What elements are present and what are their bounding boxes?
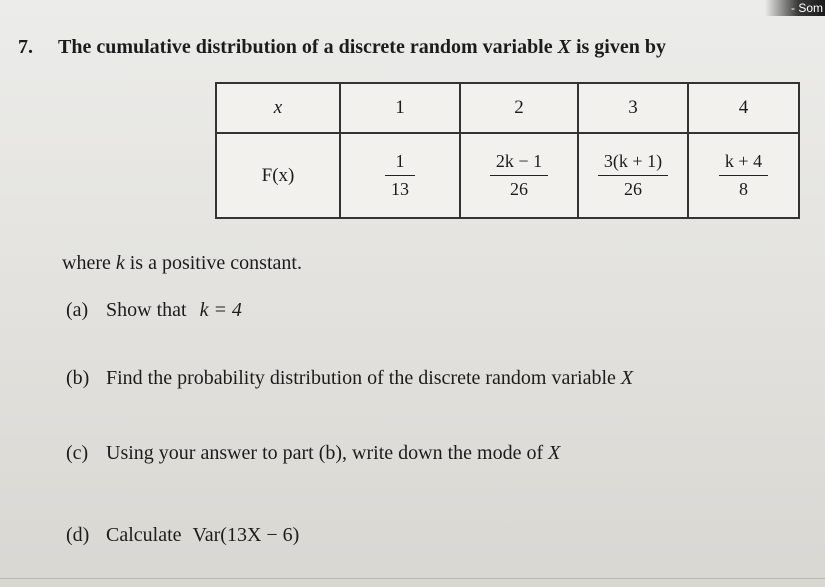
part-text: Calculate xyxy=(106,524,187,546)
fraction-denominator: 13 xyxy=(391,179,409,199)
fraction xyxy=(385,151,415,200)
page-edge-line xyxy=(0,578,825,579)
question-number: 7. xyxy=(18,36,33,58)
fraction-numerator: 2k − 1 xyxy=(490,151,548,176)
question-text-before: The cumulative distribution of a discrete random variable xyxy=(58,36,558,58)
question-variable: X xyxy=(557,36,571,58)
part-label: (b) xyxy=(66,367,90,389)
table-row-f xyxy=(216,133,799,218)
where-after: is a positive constant. xyxy=(124,252,302,274)
fraction-denominator: 8 xyxy=(739,179,748,199)
fraction-numerator: k + 4 xyxy=(719,151,768,176)
fraction-denominator: 26 xyxy=(510,179,528,199)
part-a xyxy=(66,299,242,322)
part-text: Find the probability distribution of the discrete random variable xyxy=(106,367,621,389)
part-label: (d) xyxy=(66,524,90,546)
question-text-after: is given by xyxy=(570,36,666,58)
part-text: Using your answer to part (b), write down the mode of xyxy=(106,442,549,464)
table-row-x xyxy=(216,83,799,133)
table-cell-x-1: 1 xyxy=(340,83,460,133)
corner-label: - Som xyxy=(765,0,825,16)
table-cell-x-2: 2 xyxy=(460,83,578,133)
fraction-denominator: 26 xyxy=(623,179,642,199)
fraction xyxy=(598,151,668,200)
fraction-numerator: 3(k + 1) xyxy=(598,151,668,176)
part-c xyxy=(66,442,560,465)
part-label: (a) xyxy=(66,299,89,321)
part-label: (c) xyxy=(66,442,89,464)
table-cell-f-2 xyxy=(460,133,578,218)
where-variable: k xyxy=(115,252,125,274)
table-cell-x-4: 4 xyxy=(688,83,799,133)
fraction xyxy=(719,151,768,200)
table-header-f: F(x) xyxy=(216,133,340,218)
table-cell-f-1 xyxy=(340,133,460,218)
where-line xyxy=(62,252,302,275)
distribution-table xyxy=(215,82,800,219)
part-math: k = 4 xyxy=(199,299,242,321)
question-stem xyxy=(18,36,666,59)
table-cell-x-3: 3 xyxy=(578,83,688,133)
where-before: where xyxy=(62,252,116,274)
table-header-x: x xyxy=(216,83,340,133)
fraction xyxy=(490,151,548,200)
part-math: X xyxy=(620,367,634,389)
table-cell-f-3 xyxy=(578,133,688,218)
part-text: Show that xyxy=(106,299,192,321)
part-math: Var(13X − 6) xyxy=(192,524,300,546)
part-b xyxy=(66,367,633,390)
table-cell-f-4 xyxy=(688,133,799,218)
part-math: X xyxy=(548,442,561,464)
part-d xyxy=(66,524,299,547)
fraction-numerator: 1 xyxy=(385,151,415,176)
